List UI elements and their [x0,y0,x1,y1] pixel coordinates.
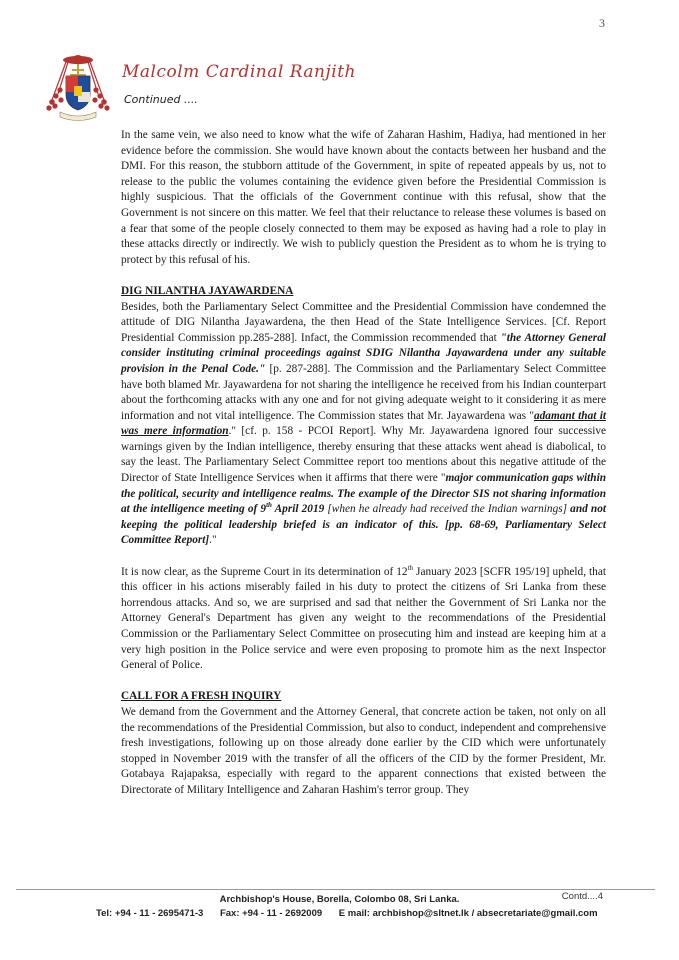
heading-fresh-inquiry: CALL FOR A FRESH INQUIRY [121,690,282,703]
paragraph-supreme-court: It is now clear, as the Supreme Court in its determination of 12th January 2023 [SCFR 195/19] upheld, that this officer in his actions miserably failed in his duty to protect the citizens of Sri Lanka from these horrendous attacks. And so, we are surprised and sad that neither the Government of Sri Lanka nor the Attorney General's Department has given any weight to the recommendations of the Presidential Commission or the Parliamentary Select Committee on prosecuting him and instead are keeping him at a very high position in the Police service and were even proposing to promote him as the next Inspector General of Police. [121,563,606,672]
footer-email: E mail: archbishop@sltnet.lk / absecretariate@gmail.com [338,908,598,919]
coat-of-arms-icon [44,50,112,122]
page-number: 3 [599,16,605,30]
paragraph-fresh-inquiry: We demand from the Government and the Attorney General, that concrete action be taken, not only on all the recommendations of the Presidential Commission, but also to conduct, independent and comprehensive fresh investigations, following up on those already done earlier by the CID which were unfortunately stopped in November 2019 with the transfer of all the officers of the CID by the former President, Mr. Gotabaya Rajapaksa, especially with regard to the apparent connections that existed between the Directorate of Military Intelligence and Zaharan Hashim's terror group. They [121,705,606,796]
letter-body [121,128,606,799]
cardinal-signature: Malcolm Cardinal Ranjith [122,62,356,82]
paragraph-hadiya: In the same vein, we also need to know what the wife of Zaharan Hashim, Hadiya, had mentioned in her evidence before the commission. She would have known about the contacts between her husband and the DMI. For this reason, the stubborn attitude of the Government, in spite of repeated appeals by us, not to release to the public the volumes containing the evidence given before the Presidential Commission is highly suspicious. That the officials of the Government continue with this refusal, show that the Government is not sincere on this matter. We feel that their reluctance to release these volumes is based on a fear that some of the people closely connected to them may be exposed as having had a role to play in these attacks directly or indirectly. We wish to publicly question the President as to whom he is trying to protect by this refusal of his. [121,129,606,266]
paragraph-dig: Besides, both the Parliamentary Select Committee and the Presidential Commission have condemned the attitude of DIG Nilantha Jayawardena, the then Head of the State Intelligence Services. [Cf. Report Presidential Commission pp.285-288]. Infact, the Commission recommended that "the Attorney General consider instituting criminal proceedings against SDIG Nilantha Jayawardena under any suitable provision in the Penal Code." [p. 287-288]. The Commission and the Parliamentary Select Committee have both blamed Mr. Jayawardena for not sharing the intelligence he received from his Indian counterpart about the forthcoming attacks with any one and for not giving adequate weight to it considering it as mere information and not vital intelligence. The Commission states that Mr. Jayawardena was "adamant that it was mere information." [cf. p. 158 - PCOI Report]. Why Mr. Jayawardena ignored four successive warnings given by the Indian intelligence, thereby ensuring that these attacks went ahead is diabolical, to say the least. The Parliamentary Select Committee report too mentions about this negative attitude of the Director of State Intelligence Services when it affirms that there were "major communication gaps within the political, security and intelligence realms. The example of the Director SIS not sharing information at the intelligence meeting of 9th April 2019 [when he already had received the Indian warnings] and not keeping the political leadership briefed is an indicator of this. [pp. 68-69, Parliamentary Select Committee Report]." [121,300,607,547]
footer-divider [16,889,655,890]
footer-tel: Tel: +94 - 11 - 2695471-3 [96,908,204,919]
footer-fax: Fax: +94 - 11 - 2692009 [219,908,323,919]
continued-next-page: Contd....4 [561,891,603,902]
footer-contact [96,908,612,919]
continued-label: Continued .... [124,93,198,106]
footer-address: Archbishop's House, Borella, Colombo 08, Sri Lanka. [219,894,460,905]
heading-dig-jayawardena: DIG NILANTHA JAYAWARDENA [121,284,294,297]
